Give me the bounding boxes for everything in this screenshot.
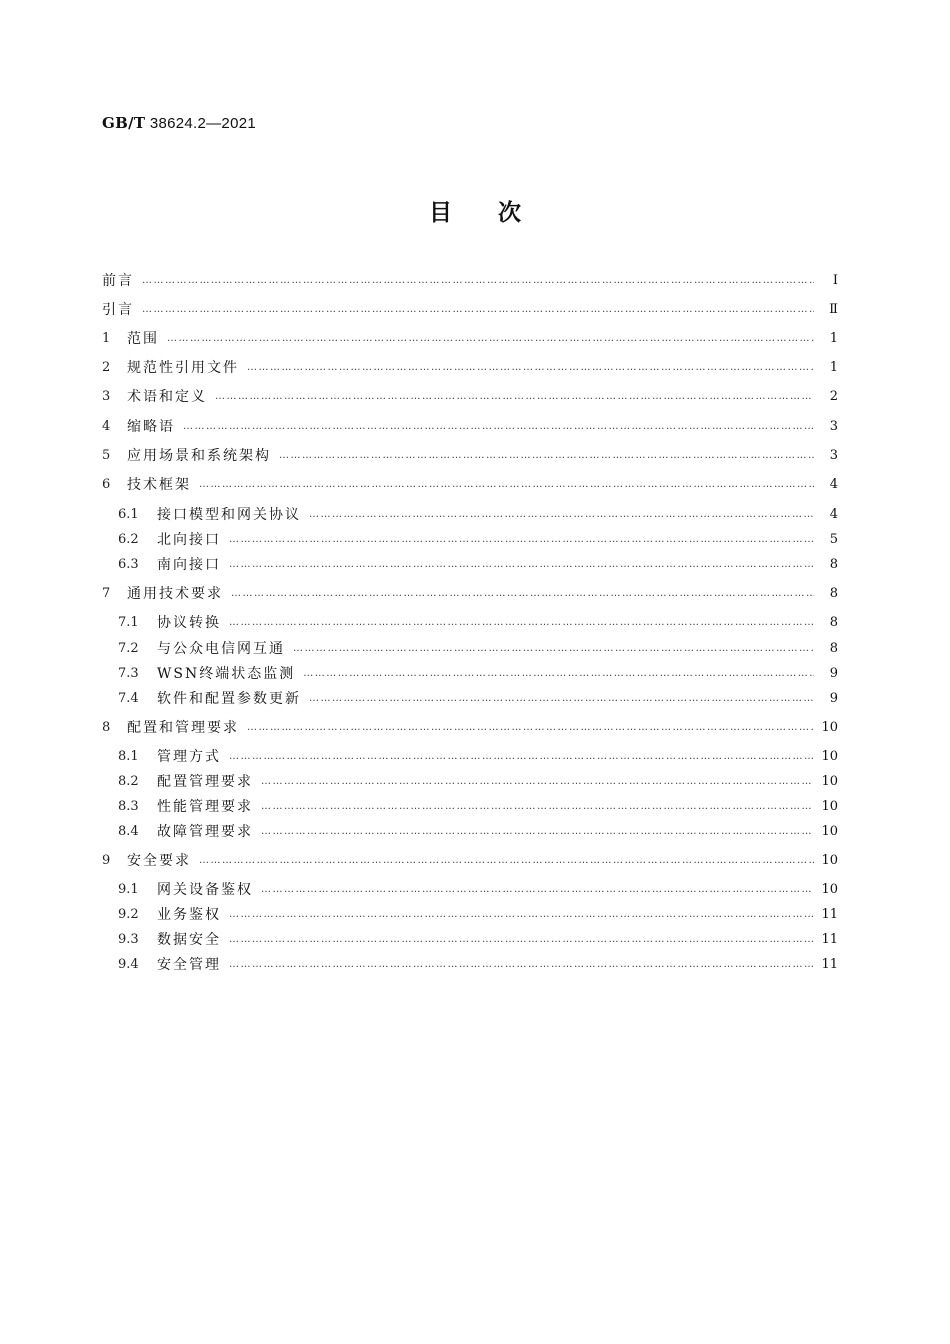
toc-entry-number: 9.4 (118, 957, 139, 972)
toc-entry-number: 5 (102, 448, 111, 463)
toc-entry-label: 管理方式 (157, 749, 221, 765)
toc-leader-dots (309, 688, 814, 710)
toc-entry-page: 11 (821, 957, 838, 972)
toc-entry-label: 故障管理要求 (157, 824, 253, 840)
toc-entry-label: 业务鉴权 (157, 907, 221, 923)
toc-entry-number: 7 (102, 586, 111, 601)
toc-entry-page: 8 (829, 557, 838, 572)
toc-leader-dots (231, 583, 814, 605)
toc-entry-label: 南向接口 (157, 557, 221, 573)
toc-leader-dots (261, 879, 814, 901)
toc-entry-page: 5 (829, 532, 838, 547)
toc-leader-dots (309, 504, 814, 526)
toc-leader-dots (247, 357, 814, 379)
toc-entry-page: 1 (829, 331, 838, 346)
toc-leader-dots (199, 850, 814, 872)
toc-entry-number: 8.2 (118, 774, 139, 789)
toc-entry-page: 8 (829, 615, 838, 630)
toc-entry[interactable] (102, 796, 838, 818)
toc-entry-label: 范围 (127, 331, 159, 347)
toc-entry-number: 1 (102, 331, 111, 346)
toc-entry-number: 9.2 (118, 907, 139, 922)
toc-entry[interactable] (102, 663, 838, 685)
toc-leader-dots (142, 299, 814, 321)
toc-entry-page: Ⅰ (832, 273, 838, 288)
toc-entry-number: 6.2 (118, 532, 139, 547)
toc-entry-number: 7.2 (118, 641, 139, 656)
toc-leader-dots (247, 717, 814, 739)
toc-entry-label: 术语和定义 (127, 389, 207, 405)
toc-entry[interactable] (102, 746, 838, 768)
toc-leader-dots (199, 474, 814, 496)
toc-entry-page: 10 (821, 824, 838, 839)
toc-entry-number: 6 (102, 477, 111, 492)
toc-entry-page: 10 (821, 749, 838, 764)
toc-entry-page: 10 (821, 799, 838, 814)
toc-entry[interactable] (102, 850, 838, 872)
toc-entry[interactable] (102, 904, 838, 926)
toc-leader-dots (229, 904, 814, 926)
toc-entry-number: 8.3 (118, 799, 139, 814)
toc-entry[interactable] (102, 529, 838, 551)
toc-entry-label: WSN终端状态监测 (157, 666, 296, 682)
toc-entry[interactable] (102, 474, 838, 496)
toc-entry-number: 8.4 (118, 824, 139, 839)
toc-entry[interactable] (102, 771, 838, 793)
toc-entry-page: 8 (829, 586, 838, 601)
toc-entry-number: 9.3 (118, 932, 139, 947)
toc-entry-page: 3 (829, 448, 838, 463)
toc-entry-label: 协议转换 (157, 615, 221, 631)
toc-leader-dots (229, 612, 814, 634)
standard-code (102, 114, 256, 132)
toc-entry[interactable] (102, 386, 838, 408)
toc-entry-label: 通用技术要求 (127, 586, 223, 602)
toc-entry[interactable] (102, 328, 838, 350)
toc-entry-page: 4 (829, 507, 838, 522)
toc-entry-label: 缩略语 (127, 419, 175, 435)
toc-entry-label: 前言 (102, 273, 134, 289)
toc-entry-number: 7.1 (118, 615, 139, 630)
toc-entry-page: 9 (829, 666, 838, 681)
standard-prefix: GB/T (102, 114, 146, 132)
toc-leader-dots (142, 270, 814, 292)
toc-entry[interactable] (102, 445, 838, 467)
toc-entry[interactable] (102, 504, 838, 526)
toc-entry-number: 9 (102, 853, 111, 868)
toc-entry-label: 安全要求 (127, 853, 191, 869)
toc-entry-page: 1 (829, 360, 838, 375)
toc-entry[interactable] (102, 879, 838, 901)
toc-entry-label: 接口模型和网关协议 (157, 507, 301, 523)
toc-entry-page: 10 (821, 882, 838, 897)
toc-leader-dots (229, 746, 814, 768)
toc-entry-page: 10 (821, 720, 838, 735)
toc-entry-label: 安全管理 (157, 957, 221, 973)
toc-entry[interactable] (102, 717, 838, 739)
toc-entry[interactable] (102, 688, 838, 710)
toc-entry-label: 数据安全 (157, 932, 221, 948)
toc-entry-label: 引言 (102, 302, 134, 318)
toc-entry[interactable] (102, 954, 838, 976)
toc-entry-page: 10 (821, 774, 838, 789)
toc-entry-page: 8 (829, 641, 838, 656)
toc-entry[interactable] (102, 638, 838, 660)
toc-entry-label: 与公众电信网互通 (157, 641, 285, 657)
toc-leader-dots (229, 529, 814, 551)
toc-entry-label: 应用场景和系统架构 (127, 448, 271, 464)
toc-entry-number: 6.3 (118, 557, 139, 572)
toc-entry-number: 9.1 (118, 882, 139, 897)
toc-entry[interactable] (102, 583, 838, 605)
toc-entry-number: 3 (102, 389, 111, 404)
toc-entry-number: 4 (102, 419, 111, 434)
toc-leader-dots (261, 771, 814, 793)
toc-entry-page: 3 (829, 419, 838, 434)
toc-entry[interactable] (102, 612, 838, 634)
toc-entry[interactable] (102, 357, 838, 379)
toc-entry-page: Ⅱ (829, 302, 838, 317)
toc-entry[interactable] (102, 270, 838, 292)
toc-entry[interactable] (102, 299, 838, 321)
toc-leader-dots (261, 821, 814, 843)
toc-leader-dots (183, 416, 814, 438)
toc-entry-page: 9 (829, 691, 838, 706)
toc-entry[interactable] (102, 554, 838, 576)
toc-leader-dots (167, 328, 814, 350)
toc-entry-number: 7.3 (118, 666, 139, 681)
toc-entry-page: 2 (829, 389, 838, 404)
toc-entry-number: 7.4 (118, 691, 139, 706)
toc-leader-dots (229, 929, 814, 951)
toc-entry-label: 配置管理要求 (157, 774, 253, 790)
toc-entry-page: 11 (821, 932, 838, 947)
toc-entry-label: 规范性引用文件 (127, 360, 239, 376)
toc-entry-page: 4 (829, 477, 838, 492)
toc-entry-number: 8.1 (118, 749, 139, 764)
toc-entry-page: 10 (821, 853, 838, 868)
toc-entry-label: 技术框架 (127, 477, 191, 493)
toc-leader-dots (261, 796, 814, 818)
toc-entry-number: 8 (102, 720, 111, 735)
toc-leader-dots (293, 638, 814, 660)
toc-leader-dots (215, 386, 814, 408)
page-title: 目次 (429, 200, 567, 226)
toc-entry[interactable] (102, 821, 838, 843)
toc-entry-number: 6.1 (118, 507, 139, 522)
toc-entry-label: 北向接口 (157, 532, 221, 548)
toc-leader-dots (229, 954, 814, 976)
toc-entry-label: 配置和管理要求 (127, 720, 239, 736)
standard-number: 38624.2—2021 (149, 115, 257, 132)
toc-entry-label: 软件和配置参数更新 (157, 691, 301, 707)
toc-entry[interactable] (102, 929, 838, 951)
toc-leader-dots (279, 445, 814, 467)
toc-entry-number: 2 (102, 360, 111, 375)
toc-entry-label: 性能管理要求 (157, 799, 253, 815)
toc-entry-label: 网关设备鉴权 (157, 882, 253, 898)
toc-entry[interactable] (102, 416, 838, 438)
toc-entry-page: 11 (821, 907, 838, 922)
toc-leader-dots (229, 554, 814, 576)
toc-leader-dots (303, 663, 814, 685)
